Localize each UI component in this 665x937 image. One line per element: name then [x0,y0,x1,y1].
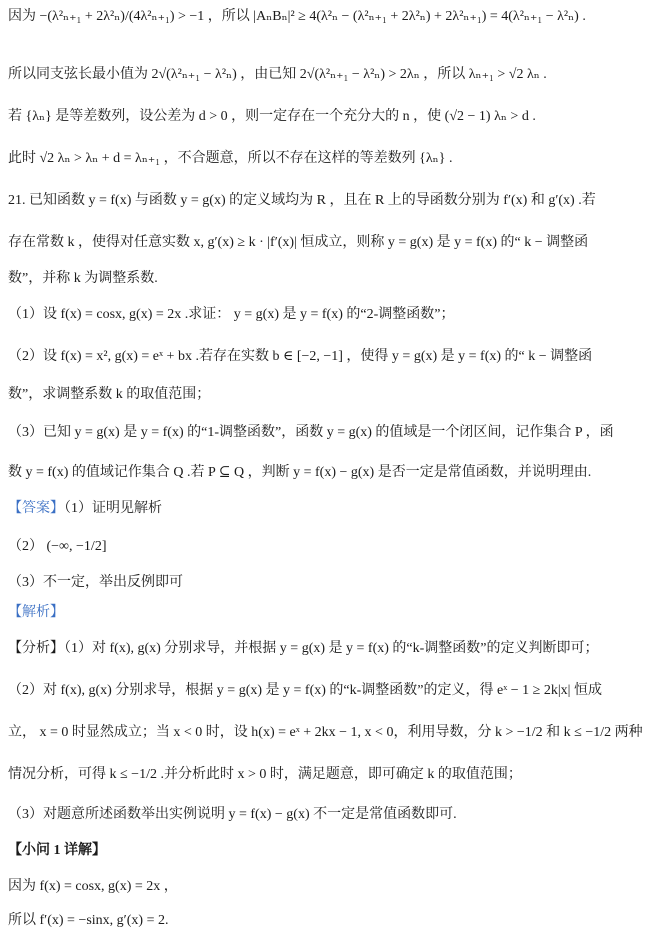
subquestion-1: （1）设 f(x) = cosx, g(x) = 2x .求证： y = g(x) 是 y = f(x) 的“2-调整函数”； [8,307,455,322]
analysis-line-1: 【分析】（1）对 f(x), g(x) 分别求导，并根据 y = g(x) 是 y = f(x) 的“k-调整函数”的定义判断即可； [8,641,599,656]
problem-21-line-3: 数”，并称 k 为调整系数. [8,271,158,286]
answer-tag: 【答案】 [8,501,64,516]
subquestion-2-line-2: 数”，求调整系数 k 的取值范围； [8,387,211,402]
answer-line-1 [8,500,657,518]
problem-21-line-2: 存在常数 k ，使得对任意实数 x, g′(x) ≥ k · |f′(x)| 恒成立，则称 y = g(x) 是 y = f(x) 的“ k − 调整函 [8,235,589,250]
subquestion-3-line-2: 数 y = f(x) 的值域记作集合 Q .若 P ⊆ Q ，判断 y = f(x) − g(x) 是否一定是常值函数，并说明理由. [8,465,592,480]
analysis-line-4: 情况分析，可得 k ≤ −1/2 .并分析此时 x > 0 时，满足题意，即可确定 k 的取值范围； [8,767,522,782]
proof-line-3: 若 {λₙ} 是等差数列，设公差为 d > 0 ，则一定存在一个充分大的 n ，使 (√2 − 1) λₙ > d . [8,109,536,124]
subsolution-1-heading: 【小问 1 详解】 [8,843,106,858]
analysis-line-2: （2）对 f(x), g(x) 分别求导，根据 y = g(x) 是 y = f(x) 的“k-调整函数”的定义，得 eˣ − 1 ≥ 2k|x| 恒成 [8,683,602,698]
problem-21-line-1: 21. 已知函数 y = f(x) 与函数 y = g(x) 的定义域均为 R ，且在 R 上的导函数分别为 f′(x) 和 g′(x) .若 [8,193,596,208]
analysis-line-3: 立， x = 0 时显然成立；当 x < 0 时，设 h(x) = eˣ + 2kx − 1, x < 0，利用导数，分 k > −1/2 和 k ≤ −1/2 两种 [8,725,643,740]
subquestion-2-line-1: （2）设 f(x) = x², g(x) = eˣ + bx .若存在实数 b ∈ [−2, −1] ，使得 y = g(x) 是 y = f(x) 的“ k − 调整函 [8,349,593,364]
answer-1: （1）证明见解析 [64,501,162,516]
answer-3: （3）不一定，举出反例即可 [8,575,183,590]
proof-line-2: 所以同支弦长最小值为 2√(λ²ₙ₊₁ − λ²ₙ) ，由已知 2√(λ²ₙ₊₁ − λ²ₙ) > 2λₙ ，所以 λₙ₊₁ > √2 λₙ . [8,67,547,82]
subquestion-3-line-1: （3）已知 y = g(x) 是 y = f(x) 的“1-调整函数”，函数 y = g(x) 的值域是一个闭区间，记作集合 P ，函 [8,425,614,440]
answer-2: （2） (−∞, −1/2] [8,539,107,554]
proof-line-4: 此时 √2 λₙ > λₙ + d = λₙ₊₁ ，不合题意，所以不存在这样的等差数列 {λₙ} . [8,151,453,166]
solution-line-1: 因为 f(x) = cosx, g(x) = 2x ， [8,879,178,894]
analysis-tag: 【解析】 [8,605,64,620]
proof-line-1: 因为 −(λ²ₙ₊₁ + 2λ²ₙ)/(4λ²ₙ₊₁) > −1 ，所以 |AₙBₙ|² ≥ 4(λ²ₙ − (λ²ₙ₊₁ + 2λ²ₙ) + 2λ²ₙ₊₁) = 4(λ²ₙ₊₁ − λ²ₙ) . [8,9,586,24]
analysis-line-5: （3）对题意所述函数举出实例说明 y = f(x) − g(x) 不一定是常值函数即可. [8,807,457,822]
solution-line-2: 所以 f′(x) = −sinx, g′(x) = 2. [8,913,169,928]
